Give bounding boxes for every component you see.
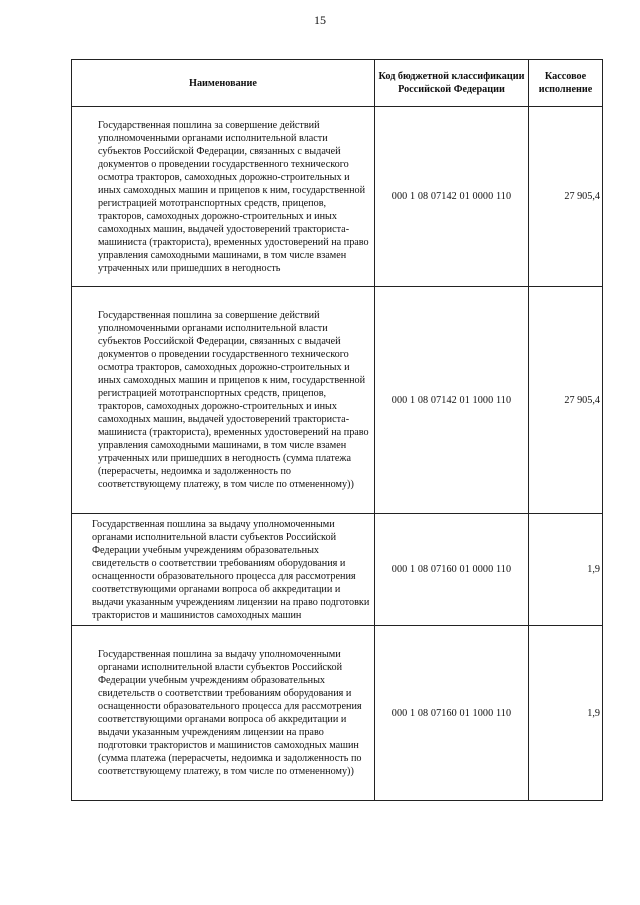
- header-cash-execution: Кассовое исполнение: [529, 60, 603, 107]
- row-name: Государственная пошлина за совершение действий уполномоченными органами исполнительной власти субъектов Российской Федерации, связанных с выдачей документов о проведении государственного технического осмотра тракторов, самоходных дорожно-строительных и иных самоходных машин и прицепов к ним, государственной регистрацией мототранспортных средств, прицепов, тракторов, самоходных дорожно-строительных и иных самоходных машин, выдачей удостоверений тракториста-машиниста (тракториста), временных удостоверений на право управления самоходными машинами, в том числе взамен утраченных или пришедших в негодность: [72, 107, 375, 287]
- row-amount: 1,9: [529, 514, 603, 626]
- header-name: Наименование: [72, 60, 375, 107]
- table-row: [72, 287, 603, 514]
- row-code: 000 1 08 07142 01 1000 110: [375, 287, 529, 514]
- page-number: 15: [314, 13, 326, 27]
- header-budget-code: Код бюджетной классификации Российской Федерации: [375, 60, 529, 107]
- row-name: Государственная пошлина за выдачу уполномоченными органами исполнительной власти субъектов Российской Федерации учебным учреждениям образовательных свидетельств о соответствии требованиям оборудования и оснащенности образовательного процесса для рассмотрения соответствующими органами вопроса об аккредитации и выдачи указанным учреждениям лицензии на право подготовки трактористов и машинистов самоходных машин (сумма платежа (перерасчеты, недоимка и задолженность по соответствующему платежу, в том числе по отмененному)): [72, 626, 375, 801]
- row-amount: 27 905,4: [529, 107, 603, 287]
- row-amount: 27 905,4: [529, 287, 603, 514]
- row-code: 000 1 08 07160 01 0000 110: [375, 514, 529, 626]
- table-row: [72, 107, 603, 287]
- row-name: Государственная пошлина за выдачу уполномоченными органами исполнительной власти субъектов Российской Федерации учебным учреждениям образовательных свидетельств о соответствии требованиям оборудования и оснащенности образовательного процесса для рассмотрения соответствующими органами вопроса об аккредитации и выдачи указанным учреждениям лицензии на право подготовки трактористов и машинистов самоходных машин: [72, 514, 375, 626]
- row-code: 000 1 08 07142 01 0000 110: [375, 107, 529, 287]
- table-row: [72, 626, 603, 801]
- row-code: 000 1 08 07160 01 1000 110: [375, 626, 529, 801]
- budget-table: [71, 59, 603, 801]
- row-amount: 1,9: [529, 626, 603, 801]
- table-row: [72, 514, 603, 626]
- row-name: Государственная пошлина за совершение действий уполномоченными органами исполнительной власти субъектов Российской Федерации, связанных с выдачей документов о проведении государственного технического осмотра тракторов, самоходных дорожно-строительных и иных самоходных машин и прицепов к ним, государственной регистрацией мототранспортных средств, прицепов, тракторов, самоходных дорожно-строительных и иных самоходных машин, выдачей удостоверений тракториста-машиниста (тракториста), временных удостоверений на право управления самоходными машинами, в том числе взамен утраченных или пришедших в негодность (сумма платежа (перерасчеты, недоимка и задолженность по соответствующему платежу, в том числе по отмененному)): [72, 287, 375, 514]
- table-header-row: [72, 60, 603, 107]
